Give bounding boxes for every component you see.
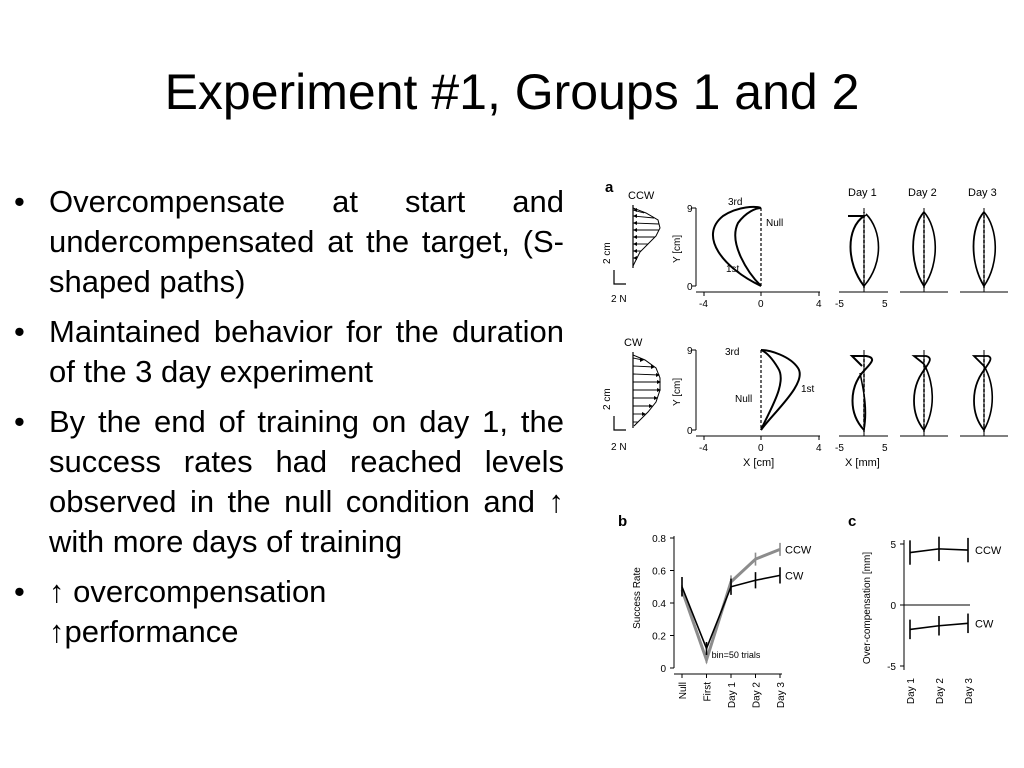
panel-c-series xyxy=(910,537,1002,639)
bullet-text: ↑ overcompensation xyxy=(49,574,327,609)
ccw-hand-paths-plot xyxy=(672,197,822,310)
cw-x-tick-neg4: -4 xyxy=(699,443,708,454)
b-x-tick-label: Day 3 xyxy=(776,682,787,709)
panel-b-label: b xyxy=(618,513,628,530)
ccw-day1-x-tick-5: 5 xyxy=(882,299,888,310)
slide-title: Experiment #1, Groups 1 and 2 xyxy=(164,64,860,120)
experiment-figure xyxy=(598,168,1018,716)
ccw-daily-traces xyxy=(835,187,1008,310)
cw-null-label: Null xyxy=(735,394,753,405)
c-x-tick-label: Day 2 xyxy=(935,678,946,705)
ccw-scale-cm: 2 cm xyxy=(602,242,613,264)
cw-3rd-label: 3rd xyxy=(725,347,740,358)
panel-b-y-ticks xyxy=(652,534,674,675)
panel-a-label: a xyxy=(605,179,614,196)
ccw-day1-x-tick-neg5: -5 xyxy=(835,299,844,310)
panel-c-y-ticks xyxy=(887,540,970,673)
b-y-tick-label: 0 xyxy=(660,664,666,675)
panel-c-x-ticks xyxy=(906,678,975,705)
b-y-tick-label: 0.4 xyxy=(652,599,666,610)
b-y-tick-label: 0.2 xyxy=(652,631,666,643)
cw-scale-n: 2 N xyxy=(611,442,627,453)
bullet-text: ↑performance xyxy=(49,614,239,649)
bullet-item xyxy=(14,312,564,392)
panel-b-x-ticks xyxy=(678,674,787,708)
bullet-text: Overcompensate at start and undercompensated at the target, (S-shaped paths) xyxy=(49,184,564,299)
cw-force-field-diagram xyxy=(602,337,661,453)
ccw-field-label: CCW xyxy=(628,190,655,202)
bullet-text: Maintained behavior for the duration of the 3 day experiment xyxy=(49,314,564,389)
b-x-tick-label: Day 2 xyxy=(751,682,763,709)
cw-daily-traces xyxy=(835,350,1008,469)
cw-y-tick-0: 0 xyxy=(687,426,693,437)
ccw-x-tick-0: 0 xyxy=(758,299,764,310)
cw-y-tick-9: 9 xyxy=(687,346,693,357)
panel-b-success-rate-chart xyxy=(618,513,812,708)
x-axis-label-mm: X [mm] xyxy=(845,457,880,469)
b-x-tick-label: First xyxy=(702,682,714,702)
cw-hand-paths-plot xyxy=(672,346,822,469)
bullet-item xyxy=(14,402,564,562)
b-x-tick-label: Null xyxy=(678,682,689,700)
panel-c-overcompensation-chart xyxy=(848,513,1002,704)
b-series-line xyxy=(682,549,780,660)
cw-day1-x-tick-neg5: -5 xyxy=(835,443,844,454)
bullet-marker: • xyxy=(14,184,25,219)
bullet-marker: • xyxy=(14,314,25,349)
ccw-scale-n: 2 N xyxy=(611,294,627,305)
ccw-x-tick-4: 4 xyxy=(816,299,822,310)
cw-field-label: CW xyxy=(624,337,643,349)
panel-c-label: c xyxy=(848,513,857,530)
b-y-tick-label: 0.8 xyxy=(652,534,666,545)
b-x-tick-label: Day 1 xyxy=(727,682,738,709)
bullet-list xyxy=(14,182,564,662)
day-2-label: Day 2 xyxy=(908,187,937,199)
panel-b-bin-note: bin=50 trials xyxy=(711,650,761,660)
ccw-1st-label: 1st xyxy=(726,264,740,275)
cw-y-axis-label: Y [cm] xyxy=(672,377,683,406)
c-y-tick-label: 0 xyxy=(890,601,896,612)
panel-b-y-axis-label: Success Rate xyxy=(632,567,643,629)
bullet-text: By the end of training on day 1, the success rates had reached levels observed in the null condition and ↑ with more days of training xyxy=(49,404,564,559)
ccw-3rd-label: 3rd xyxy=(728,197,743,208)
ccw-y-axis-label: Y [cm] xyxy=(672,234,683,263)
cw-x-tick-0: 0 xyxy=(758,443,764,454)
cw-scale-cm: 2 cm xyxy=(602,388,613,410)
b-y-tick-label: 0.6 xyxy=(652,566,666,578)
x-axis-label-cm: X [cm] xyxy=(743,457,775,469)
c-y-tick-label: -5 xyxy=(887,662,896,673)
cw-1st-label: 1st xyxy=(801,384,815,395)
b-series-label: CCW xyxy=(785,544,812,557)
cw-x-tick-4: 4 xyxy=(816,443,822,454)
bullet-marker: • xyxy=(14,574,25,609)
c-x-tick-label: Day 1 xyxy=(906,678,917,705)
ccw-null-label: Null xyxy=(766,218,784,229)
cw-day1-x-tick-5: 5 xyxy=(882,443,888,454)
ccw-x-tick-neg4: -4 xyxy=(699,299,708,310)
ccw-force-field-diagram xyxy=(602,190,660,305)
bullet-item xyxy=(14,182,564,302)
c-y-tick-label: 5 xyxy=(890,540,896,551)
ccw-y-tick-0: 0 xyxy=(687,282,693,293)
ccw-y-tick-9: 9 xyxy=(687,204,693,215)
bullet-item xyxy=(14,572,564,652)
bullet-marker: • xyxy=(14,404,25,439)
c-series-label: CW xyxy=(975,618,994,631)
c-x-tick-label: Day 3 xyxy=(964,678,975,705)
c-series-label: CCW xyxy=(975,545,1002,558)
day-1-label: Day 1 xyxy=(848,187,877,199)
panel-b-series xyxy=(682,543,812,663)
panel-c-y-axis-label: Over-compensation [mm] xyxy=(862,551,873,665)
day-3-label: Day 3 xyxy=(968,187,997,199)
b-series-label: CW xyxy=(785,570,804,583)
